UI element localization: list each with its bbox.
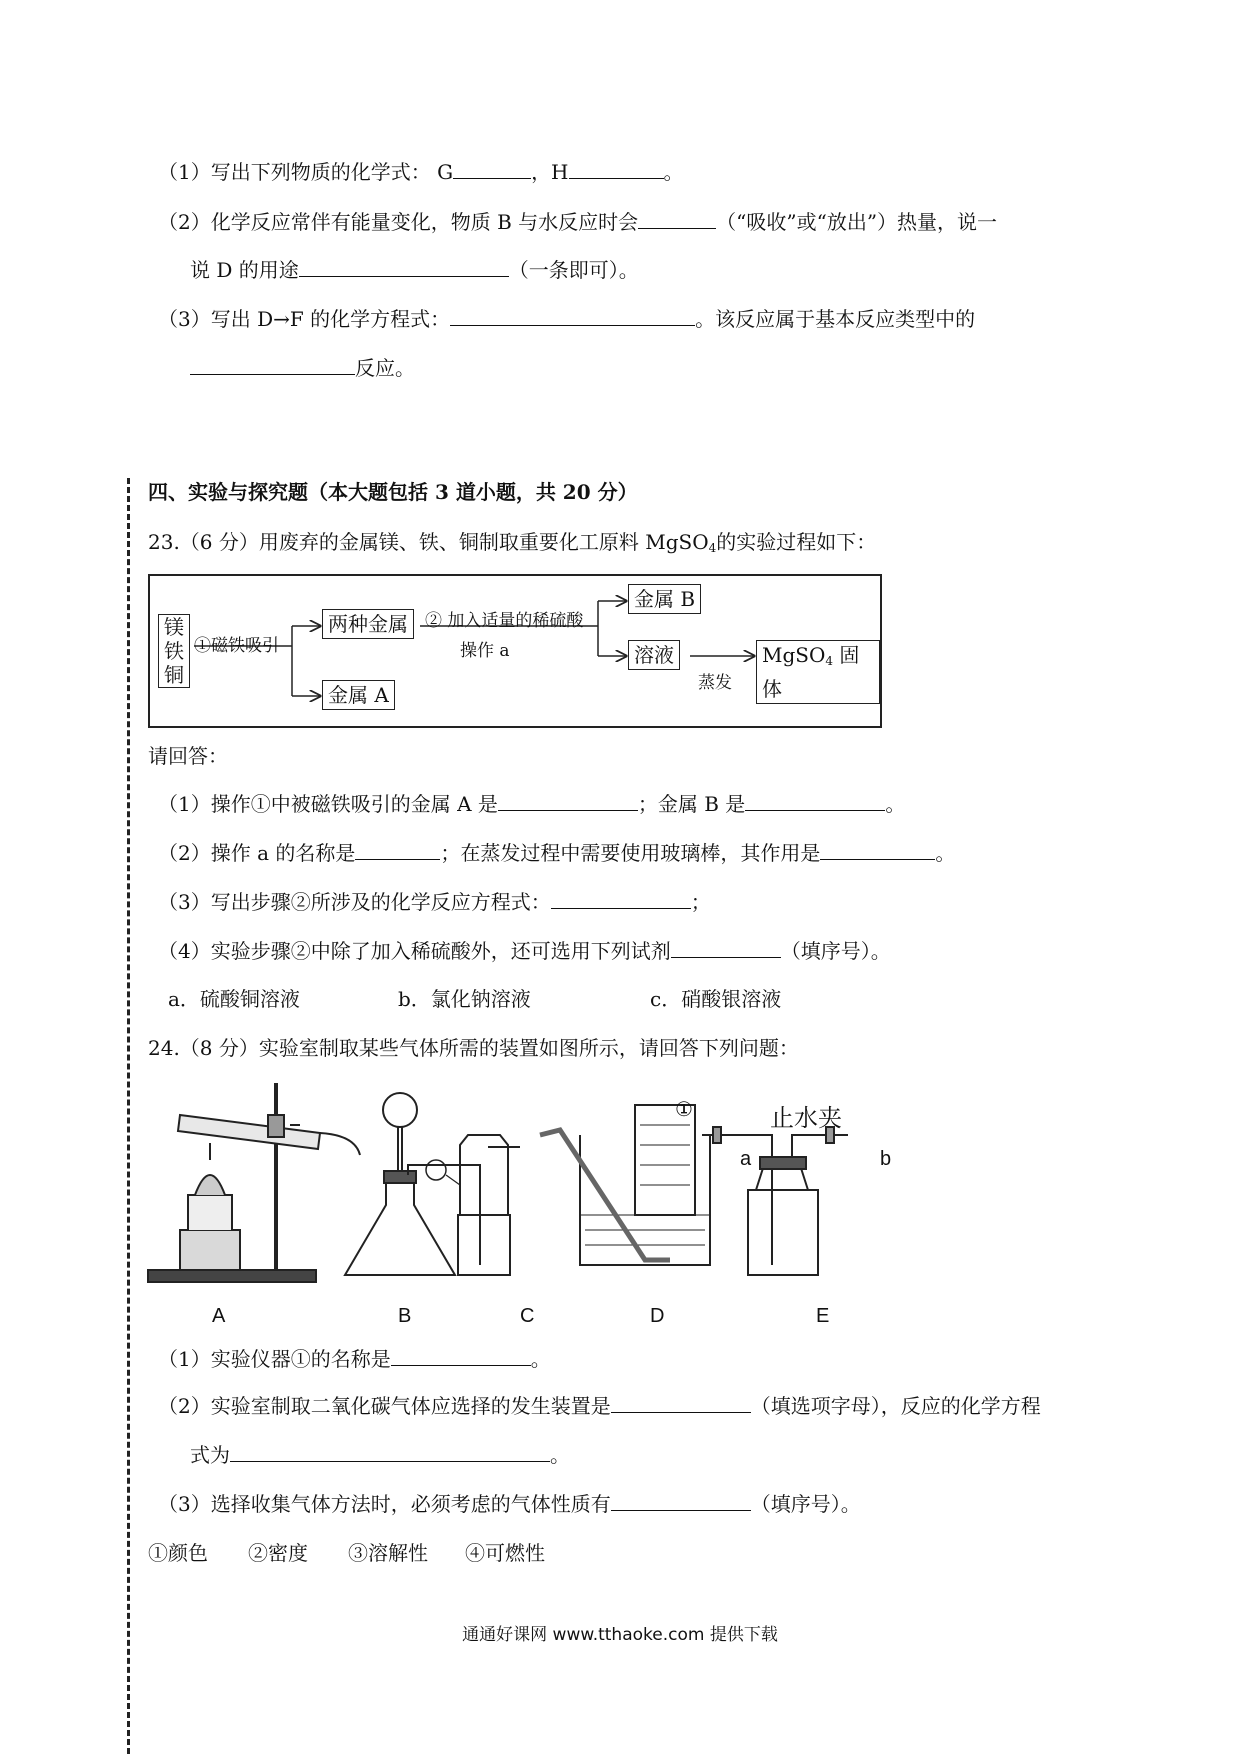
label-a: A <box>212 1305 226 1327</box>
option-b: b．氯化钠溶液 <box>398 987 531 1011</box>
answer-blank[interactable] <box>745 790 885 811</box>
question-text: ； <box>690 890 711 914</box>
operation-a-label: 操作 a <box>460 641 510 661</box>
option-c: c．硝酸银溶液 <box>650 987 782 1011</box>
question-text: （3）选择收集气体方法时，必须考虑的气体性质有 <box>158 1492 611 1516</box>
question-text: （1）操作①中被磁铁吸引的金属 A 是 <box>158 792 498 816</box>
question-line <box>158 790 905 818</box>
question-text: （2）实验室制取二氧化碳气体应选择的发生装置是 <box>158 1394 611 1418</box>
evaporate-label: 蒸发 <box>698 673 732 693</box>
answer-blank[interactable] <box>611 1490 751 1511</box>
choice-2: ②密度 <box>248 1541 308 1565</box>
process-flow-diagram <box>148 574 882 728</box>
answer-blank[interactable] <box>299 256 509 277</box>
marker-1: ① <box>675 1099 693 1121</box>
answer-blank[interactable] <box>230 1441 550 1462</box>
product-formula: MgSO <box>762 643 826 667</box>
question-line <box>158 1392 1041 1420</box>
product-box <box>756 640 880 704</box>
question-text: ，H <box>531 160 569 184</box>
answer-blank[interactable] <box>355 839 440 860</box>
metal-a-box: 金属 A <box>322 680 395 710</box>
label-b: B <box>398 1305 412 1327</box>
question-text: 。该反应属于基本反应类型中的 <box>695 307 976 331</box>
clamp-label: 止水夹 <box>770 1105 842 1132</box>
answer-blank[interactable] <box>820 839 935 860</box>
question-line <box>158 305 975 333</box>
solution-box: 溶液 <box>628 640 680 670</box>
apparatus-b <box>345 1093 455 1275</box>
choice-1: ①颜色 <box>148 1541 208 1565</box>
question-line <box>190 256 639 284</box>
question-text: 。 <box>935 841 956 865</box>
answer-blank[interactable] <box>453 158 531 179</box>
label-d: D <box>650 1305 665 1327</box>
question-text: （3）写出步骤②所涉及的化学反应方程式： <box>158 890 551 914</box>
step2-label: ② 加入适量的稀硫酸 <box>425 611 584 631</box>
source-metals-box <box>158 614 190 688</box>
answer-blank[interactable] <box>611 1392 751 1413</box>
metal-mg-label: 镁 <box>164 615 184 639</box>
option-a: a．硫酸铜溶液 <box>168 987 300 1011</box>
answer-blank[interactable] <box>450 305 695 326</box>
choice-4: ④可燃性 <box>465 1541 545 1565</box>
metal-fe-label: 铁 <box>164 639 184 663</box>
question-text: （一条即可）。 <box>508 258 639 282</box>
question-text: （2）化学反应常伴有能量变化，物质 B 与水反应时会 <box>158 210 639 234</box>
question-text: 。 <box>530 1347 551 1371</box>
question-line <box>158 839 955 867</box>
apparatus-e <box>702 1127 848 1275</box>
answer-blank[interactable] <box>190 354 355 375</box>
port-a-label: a <box>740 1148 752 1170</box>
prompt-text: 请回答： <box>148 744 228 768</box>
answer-blank[interactable] <box>498 790 638 811</box>
question-text: 。 <box>550 1443 570 1467</box>
page-footer: 通通好课网 www.tthaoke.com 提供下载 <box>462 1625 778 1645</box>
question-text: ；在蒸发过程中需要使用玻璃棒，其作用是 <box>440 841 821 865</box>
subscript: 4 <box>825 654 834 668</box>
answer-blank[interactable] <box>391 1345 531 1366</box>
two-metals-box: 两种金属 <box>322 609 414 639</box>
subscript: 4 <box>708 541 717 555</box>
question-text: （“吸收”或“放出”）热量，说一 <box>716 210 998 234</box>
metal-cu-label: 铜 <box>164 663 184 687</box>
product-text: 固体 <box>762 643 860 701</box>
question-text: 说 D 的用途 <box>190 258 299 282</box>
question-text: 23.（6 分）用废弃的金属镁、铁、铜制取重要化工原料 MgSO <box>148 530 709 554</box>
question-text: 。 <box>885 792 906 816</box>
question-text: （2）操作 a 的名称是 <box>158 841 356 865</box>
question-text: （填序号）。 <box>780 939 891 963</box>
question-text: 的实验过程如下： <box>716 530 877 554</box>
choice-3: ③溶解性 <box>348 1541 428 1565</box>
question-line <box>190 1441 570 1469</box>
question-line <box>158 1490 861 1518</box>
answer-blank[interactable] <box>638 208 716 229</box>
question-line <box>158 1345 551 1373</box>
port-b-label: b <box>880 1148 892 1170</box>
question-text: 反应。 <box>355 356 415 380</box>
metal-b-box: 金属 B <box>628 584 701 614</box>
question-text: ；金属 B 是 <box>637 792 746 816</box>
question-text: （填选项字母），反应的化学方程 <box>750 1394 1041 1418</box>
question-intro <box>148 528 876 562</box>
label-e: E <box>816 1305 830 1327</box>
question-line <box>158 158 684 186</box>
question-line <box>158 208 997 236</box>
question-text: （1）实验仪器①的名称是 <box>158 1347 391 1371</box>
question-text: （3）写出 D→F 的化学方程式： <box>158 307 451 331</box>
question-text: （4）实验步骤②中除了加入稀硫酸外，还可选用下列试剂 <box>158 939 671 963</box>
step1-label: ①磁铁吸引 <box>194 636 279 656</box>
label-c: C <box>520 1305 535 1327</box>
question-line <box>158 888 711 916</box>
answer-blank[interactable] <box>569 158 664 179</box>
answer-blank[interactable] <box>671 937 781 958</box>
question-text: （填序号）。 <box>750 1492 861 1516</box>
apparatus-d <box>540 1105 710 1265</box>
question-line <box>158 937 891 965</box>
question-text: 式为 <box>190 1443 230 1467</box>
binding-margin-line <box>127 478 130 1754</box>
question-text: 。 <box>663 160 684 184</box>
answer-blank[interactable] <box>551 888 691 909</box>
question-text: （1）写出下列物质的化学式： G <box>158 160 454 184</box>
section-heading: 四、实验与探究题（本大题包括 3 道小题，共 20 分） <box>148 480 638 504</box>
question-line <box>190 354 415 382</box>
question-intro: 24.（8 分）实验室制取某些气体所需的装置如图所示，请回答下列问题： <box>148 1036 799 1060</box>
apparatus-a <box>148 1083 360 1282</box>
